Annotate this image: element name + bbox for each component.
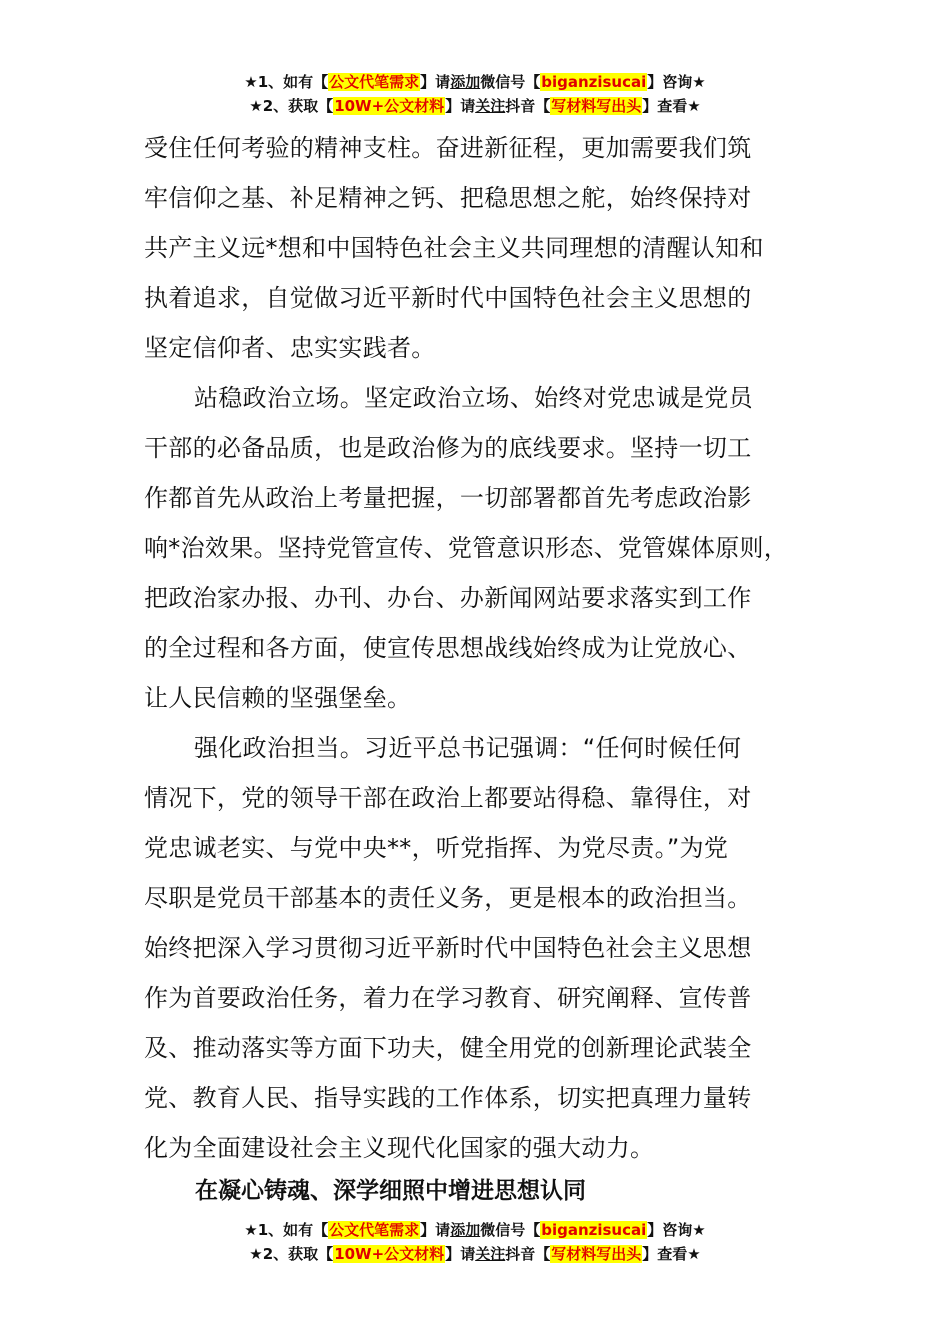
text-line: 响*治效果。坚持党管宣传、党管意识形态、党管媒体原则， [144,534,789,562]
text-line: 牢信仰之基、补足精神之钙、把稳思想之舵，始终保持对 [144,184,752,212]
text-line: 执着追求，自觉做习近平新时代中国特色社会主义思想的 [144,284,752,312]
banner-text: 微信号【 [480,1221,541,1239]
banner-highlight-wechat-id: biganzisucai [541,1221,647,1239]
banner-text: 】请 [420,73,451,91]
banner-highlight-materials: 10W+公文材料 [334,1245,445,1263]
banner-underline-text: 关注 [475,1245,506,1263]
text-line: 的全过程和各方面，使宣传思想战线始终成为让党放心、 [144,634,752,662]
banner-text: 】查看★ [642,1245,701,1263]
banner-text: 】请 [420,1221,451,1239]
text-line: 把政治家办报、办刊、办台、办新闻网站要求落实到工作 [144,584,752,612]
banner-highlight-service: 公文代笔需求 [329,1221,420,1239]
text-line: 始终把深入学习贯彻习近平新时代中国特色社会主义思想 [144,934,752,962]
text-line: 化为全面建设社会主义现代化国家的强大动力。 [144,1134,655,1162]
banner-line-1 [0,70,950,94]
banner-text: 】咨询★ [647,1221,706,1239]
banner-underline-text: 添加 [450,1221,481,1239]
banner-highlight-douyin: 写材料写出头 [551,1245,642,1263]
text-line: 让人民信赖的坚强堡垒。 [144,684,412,712]
banner-text: 微信号【 [480,73,541,91]
paragraph-3 [144,723,824,1173]
text-line: 受住任何考验的精神支柱。奋进新征程，更加需要我们筑 [144,134,752,162]
document-body [144,123,824,1173]
section-heading: 在凝心铸魂、深学细照中增进思想认同 [195,1178,586,1204]
banner-text: 】查看★ [642,97,701,115]
banner-highlight-service: 公文代笔需求 [329,73,420,91]
banner-text: 】请 [445,97,476,115]
banner-text: ★1、如有【 [244,1221,329,1239]
banner-line-1 [0,1218,950,1242]
banner-highlight-douyin: 写材料写出头 [551,97,642,115]
paragraph-1 [144,123,824,373]
text-line: 强化政治担当。习近平总书记强调：“任何时候任何 [194,734,742,762]
text-line: 作为首要政治任务，着力在学习教育、研究阐释、宣传普 [144,984,752,1012]
text-line: 及、推动落实等方面下功夫，健全用党的创新理论武装全 [144,1034,752,1062]
text-line: 党、教育人民、指导实践的工作体系，切实把真理力量转 [144,1084,752,1112]
banner-text: ★2、获取【 [249,1245,334,1263]
banner-underline-text: 关注 [475,97,506,115]
banner-line-2 [0,94,950,118]
banner-text: 抖音【 [505,1245,551,1263]
text-line: 作都首先从政治上考量把握，一切部署都首先考虑政治影 [144,484,752,512]
bottom-banner [0,1218,950,1266]
text-line: 尽职是党员干部基本的责任义务，更是根本的政治担当。 [144,884,752,912]
text-line: 站稳政治立场。坚定政治立场、始终对党忠诚是党员 [194,384,753,412]
banner-line-2 [0,1242,950,1266]
text-line: 干部的必备品质，也是政治修为的底线要求。坚持一切工 [144,434,752,462]
banner-text: 】咨询★ [647,73,706,91]
banner-text: ★1、如有【 [244,73,329,91]
banner-text: ★2、获取【 [249,97,334,115]
text-line: 坚定信仰者、忠实实践者。 [144,334,436,362]
text-line: 党忠诚老实、与党中央**，听党指挥、为党尽责。”为党 [144,834,729,862]
banner-text: 抖音【 [505,97,551,115]
banner-highlight-wechat-id: biganzisucai [541,73,647,91]
banner-text: 】请 [445,1245,476,1263]
paragraph-2 [144,373,824,723]
banner-highlight-materials: 10W+公文材料 [334,97,445,115]
banner-underline-text: 添加 [450,73,481,91]
text-line: 共产主义远*想和中国特色社会主义共同理想的清醒认知和 [144,234,764,262]
top-banner [0,70,950,118]
text-line: 情况下，党的领导干部在政治上都要站得稳、靠得住，对 [144,784,752,812]
